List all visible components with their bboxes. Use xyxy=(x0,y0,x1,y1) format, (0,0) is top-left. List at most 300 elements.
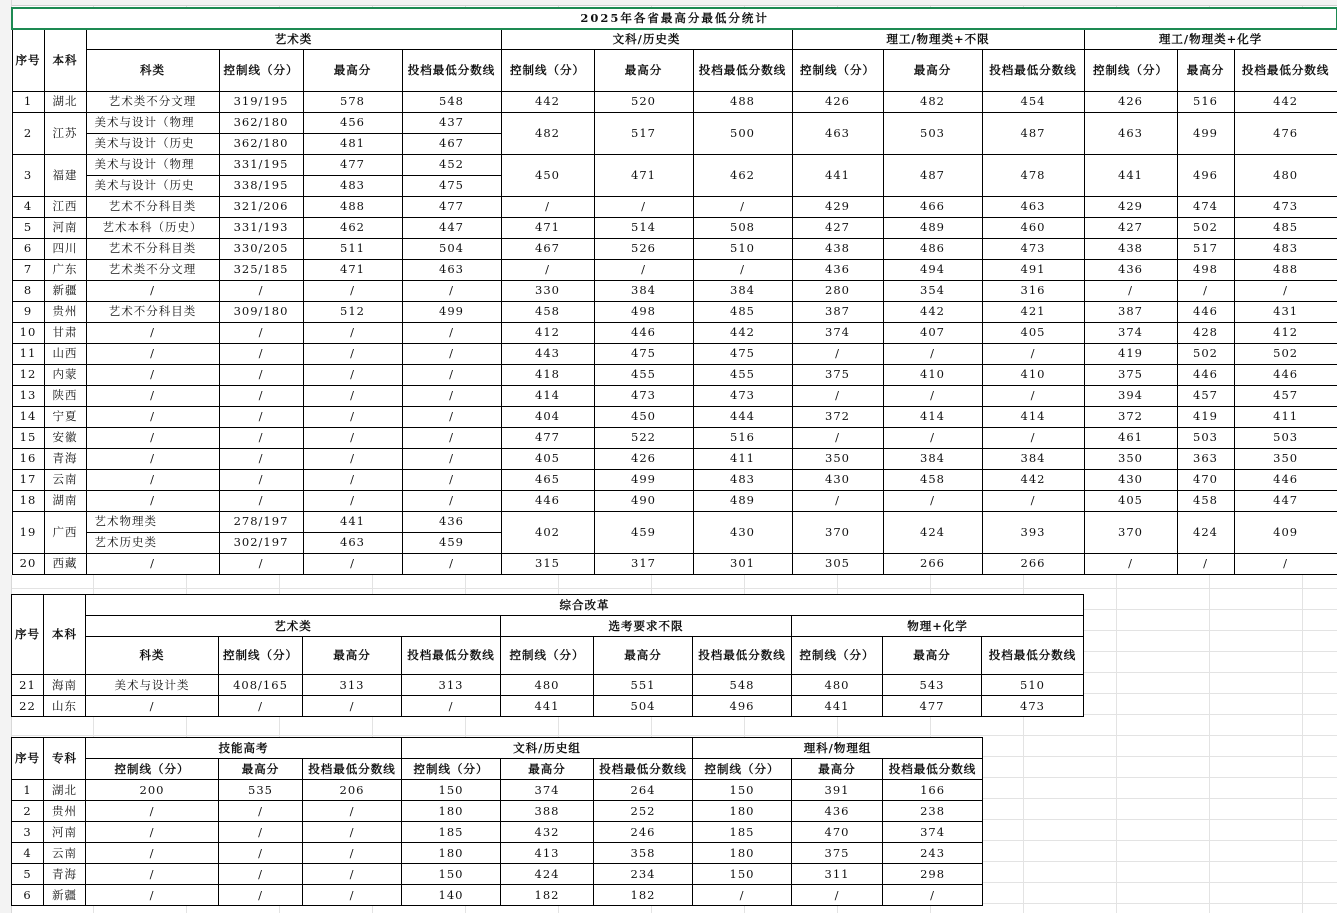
lihua-max-cell[interactable]: 517 xyxy=(1177,238,1234,259)
li-max-cell[interactable]: 470 xyxy=(792,822,883,843)
ligong-control-cell[interactable]: 429 xyxy=(792,196,883,217)
ligong-control-cell[interactable]: 374 xyxy=(792,322,883,343)
province-cell[interactable]: 湖北 xyxy=(44,780,86,801)
ligong-max-cell[interactable]: 494 xyxy=(883,259,982,280)
art-min-cell[interactable]: 467 xyxy=(402,133,501,154)
lihua-control-cell[interactable]: 463 xyxy=(1084,112,1177,154)
art-min-cell[interactable]: 313 xyxy=(402,675,501,696)
lihua-max-cell[interactable]: 419 xyxy=(1177,406,1234,427)
li-min-cell[interactable]: 238 xyxy=(883,801,983,822)
art-min-cell[interactable]: 437 xyxy=(402,112,501,133)
province-cell[interactable]: 河南 xyxy=(44,217,86,238)
wen-control-cell[interactable]: 150 xyxy=(402,864,501,885)
ligong-control-cell[interactable]: 350 xyxy=(792,448,883,469)
wenke-min-cell[interactable]: / xyxy=(693,196,792,217)
wenke-max-cell[interactable]: 471 xyxy=(594,154,693,196)
province-cell[interactable]: 内蒙 xyxy=(44,364,86,385)
art-min-cell[interactable]: / xyxy=(402,364,501,385)
art-max-cell[interactable]: 313 xyxy=(303,675,402,696)
wenke-control-cell[interactable]: 467 xyxy=(501,238,594,259)
wen-max-cell[interactable]: 424 xyxy=(501,864,594,885)
art-max-cell[interactable]: / xyxy=(303,343,402,364)
subject-cell[interactable]: / xyxy=(86,490,219,511)
lihua-min-cell[interactable]: 446 xyxy=(1234,469,1337,490)
wenke-control-cell[interactable]: 418 xyxy=(501,364,594,385)
li-max-cell[interactable]: 436 xyxy=(792,801,883,822)
art-max-cell[interactable]: 488 xyxy=(303,196,402,217)
skill-control-cell[interactable]: / xyxy=(86,822,219,843)
ligong-min-cell[interactable]: 266 xyxy=(982,553,1084,574)
noreq-min-cell[interactable]: 548 xyxy=(693,675,792,696)
wen-max-cell[interactable]: 374 xyxy=(501,780,594,801)
art-control-cell[interactable]: / xyxy=(219,406,303,427)
art-max-cell[interactable]: 481 xyxy=(303,133,402,154)
lihua-min-cell[interactable]: 502 xyxy=(1234,343,1337,364)
lihua-control-cell[interactable]: 372 xyxy=(1084,406,1177,427)
wen-control-cell[interactable]: 140 xyxy=(402,885,501,906)
art-max-cell[interactable]: / xyxy=(303,696,402,717)
wenke-min-cell[interactable]: 508 xyxy=(693,217,792,238)
lihua-control-cell[interactable]: 350 xyxy=(1084,448,1177,469)
wenke-max-cell[interactable]: 520 xyxy=(594,91,693,112)
subject-cell[interactable]: 美术与设计类 xyxy=(86,675,219,696)
lihua-control-cell[interactable]: 370 xyxy=(1084,511,1177,553)
lihua-max-cell[interactable]: 470 xyxy=(1177,469,1234,490)
seq-cell[interactable]: 4 xyxy=(12,843,44,864)
ligong-control-cell[interactable]: / xyxy=(792,427,883,448)
subject-cell[interactable]: 美术与设计（物理 xyxy=(86,112,219,133)
skill-min-cell[interactable]: / xyxy=(303,843,402,864)
lihua-min-cell[interactable]: 409 xyxy=(1234,511,1337,553)
wenke-max-cell[interactable]: 455 xyxy=(594,364,693,385)
subject-cell[interactable]: 艺术类不分文理 xyxy=(86,91,219,112)
lihua-max-cell[interactable]: 496 xyxy=(1177,154,1234,196)
subject-cell[interactable]: 艺术不分科目类 xyxy=(86,301,219,322)
ligong-control-cell[interactable]: / xyxy=(792,343,883,364)
art-control-cell[interactable]: / xyxy=(219,343,303,364)
ligong-control-cell[interactable]: / xyxy=(792,490,883,511)
wen-min-cell[interactable]: 182 xyxy=(594,885,693,906)
province-cell[interactable]: 西藏 xyxy=(44,553,86,574)
ligong-max-cell[interactable]: 384 xyxy=(883,448,982,469)
province-cell[interactable]: 江苏 xyxy=(44,112,86,154)
wenke-min-cell[interactable]: 442 xyxy=(693,322,792,343)
ligong-control-cell[interactable]: 441 xyxy=(792,154,883,196)
art-min-cell[interactable]: 459 xyxy=(402,532,501,553)
wenke-control-cell[interactable]: 477 xyxy=(501,427,594,448)
wen-max-cell[interactable]: 388 xyxy=(501,801,594,822)
wenke-max-cell[interactable]: 384 xyxy=(594,280,693,301)
seq-cell[interactable]: 6 xyxy=(12,885,44,906)
lihua-min-cell[interactable]: 411 xyxy=(1234,406,1337,427)
skill-max-cell[interactable]: / xyxy=(219,885,303,906)
province-cell[interactable]: 安徽 xyxy=(44,427,86,448)
subject-cell[interactable]: 美术与设计（物理 xyxy=(86,154,219,175)
ligong-control-cell[interactable]: 438 xyxy=(792,238,883,259)
lihua-max-cell[interactable]: 424 xyxy=(1177,511,1234,553)
li-max-cell[interactable]: 311 xyxy=(792,864,883,885)
art-min-cell[interactable]: / xyxy=(402,406,501,427)
art-max-cell[interactable]: / xyxy=(303,469,402,490)
skill-control-cell[interactable]: 200 xyxy=(86,780,219,801)
lihua-control-cell[interactable]: 430 xyxy=(1084,469,1177,490)
art-control-cell[interactable]: / xyxy=(219,427,303,448)
ligong-max-cell[interactable]: / xyxy=(883,490,982,511)
wenke-control-cell[interactable]: 458 xyxy=(501,301,594,322)
wenke-min-cell[interactable]: 516 xyxy=(693,427,792,448)
lihua-min-cell[interactable]: 442 xyxy=(1234,91,1337,112)
wenke-min-cell[interactable]: 444 xyxy=(693,406,792,427)
wen-max-cell[interactable]: 413 xyxy=(501,843,594,864)
wenke-control-cell[interactable]: / xyxy=(501,196,594,217)
art-min-cell[interactable]: 477 xyxy=(402,196,501,217)
seq-cell[interactable]: 1 xyxy=(12,780,44,801)
art-control-cell[interactable]: / xyxy=(219,280,303,301)
ligong-max-cell[interactable]: 486 xyxy=(883,238,982,259)
province-cell[interactable]: 湖南 xyxy=(44,490,86,511)
art-min-cell[interactable]: / xyxy=(402,385,501,406)
skill-control-cell[interactable]: / xyxy=(86,843,219,864)
lihua-max-cell[interactable]: 446 xyxy=(1177,301,1234,322)
wenke-control-cell[interactable]: 405 xyxy=(501,448,594,469)
lihua-control-cell[interactable]: 387 xyxy=(1084,301,1177,322)
subject-cell[interactable]: / xyxy=(86,469,219,490)
art-max-cell[interactable]: / xyxy=(303,280,402,301)
wenke-min-cell[interactable]: 411 xyxy=(693,448,792,469)
seq-cell[interactable]: 3 xyxy=(12,822,44,843)
seq-cell[interactable]: 9 xyxy=(12,301,44,322)
phychem-control-cell[interactable]: 441 xyxy=(792,696,883,717)
wenke-control-cell[interactable]: 446 xyxy=(501,490,594,511)
wenke-max-cell[interactable]: 498 xyxy=(594,301,693,322)
seq-cell[interactable]: 5 xyxy=(12,864,44,885)
ligong-min-cell[interactable]: 384 xyxy=(982,448,1084,469)
noreq-max-cell[interactable]: 504 xyxy=(594,696,693,717)
skill-min-cell[interactable]: / xyxy=(303,885,402,906)
province-cell[interactable]: 新疆 xyxy=(44,885,86,906)
art-max-cell[interactable]: 441 xyxy=(303,511,402,532)
lihua-min-cell[interactable]: 350 xyxy=(1234,448,1337,469)
art-max-cell[interactable]: / xyxy=(303,406,402,427)
ligong-max-cell[interactable]: 503 xyxy=(883,112,982,154)
lihua-min-cell[interactable]: 457 xyxy=(1234,385,1337,406)
art-control-cell[interactable]: 331/193 xyxy=(219,217,303,238)
table-title[interactable]: 2025年各省最高分最低分统计 xyxy=(12,8,1337,29)
lihua-control-cell[interactable]: 461 xyxy=(1084,427,1177,448)
li-max-cell[interactable]: / xyxy=(792,885,883,906)
ligong-control-cell[interactable]: 375 xyxy=(792,364,883,385)
seq-cell[interactable]: 7 xyxy=(12,259,44,280)
wenke-max-cell[interactable]: 475 xyxy=(594,343,693,364)
province-cell[interactable]: 广东 xyxy=(44,259,86,280)
lihua-control-cell[interactable]: 374 xyxy=(1084,322,1177,343)
subject-cell[interactable]: / xyxy=(86,553,219,574)
art-control-cell[interactable]: 302/197 xyxy=(219,532,303,553)
province-cell[interactable]: 青海 xyxy=(44,864,86,885)
wenke-max-cell[interactable]: 526 xyxy=(594,238,693,259)
seq-cell[interactable]: 5 xyxy=(12,217,44,238)
subject-cell[interactable]: 艺术不分科目类 xyxy=(86,196,219,217)
ligong-min-cell[interactable]: 454 xyxy=(982,91,1084,112)
wenke-control-cell[interactable]: 482 xyxy=(501,112,594,154)
art-min-cell[interactable]: 499 xyxy=(402,301,501,322)
art-min-cell[interactable]: / xyxy=(402,280,501,301)
subject-cell[interactable]: / xyxy=(86,406,219,427)
art-max-cell[interactable]: / xyxy=(303,427,402,448)
wenke-min-cell[interactable]: 489 xyxy=(693,490,792,511)
wenke-min-cell[interactable]: 488 xyxy=(693,91,792,112)
art-min-cell[interactable]: / xyxy=(402,490,501,511)
art-min-cell[interactable]: 447 xyxy=(402,217,501,238)
wen-control-cell[interactable]: 150 xyxy=(402,780,501,801)
art-max-cell[interactable]: 477 xyxy=(303,154,402,175)
ligong-min-cell[interactable]: 405 xyxy=(982,322,1084,343)
art-control-cell[interactable]: / xyxy=(219,322,303,343)
wenke-control-cell[interactable]: 471 xyxy=(501,217,594,238)
seq-cell[interactable]: 18 xyxy=(12,490,44,511)
phychem-min-cell[interactable]: 510 xyxy=(982,675,1084,696)
province-cell[interactable]: 云南 xyxy=(44,843,86,864)
wenke-control-cell[interactable]: 442 xyxy=(501,91,594,112)
li-control-cell[interactable]: 150 xyxy=(693,864,792,885)
art-control-cell[interactable]: / xyxy=(219,469,303,490)
lihua-max-cell[interactable]: / xyxy=(1177,553,1234,574)
art-min-cell[interactable]: / xyxy=(402,448,501,469)
lihua-min-cell[interactable]: 431 xyxy=(1234,301,1337,322)
lihua-control-cell[interactable]: 429 xyxy=(1084,196,1177,217)
seq-cell[interactable]: 4 xyxy=(12,196,44,217)
wenke-min-cell[interactable]: 510 xyxy=(693,238,792,259)
ligong-max-cell[interactable]: 354 xyxy=(883,280,982,301)
art-control-cell[interactable]: 362/180 xyxy=(219,133,303,154)
wenke-control-cell[interactable]: 465 xyxy=(501,469,594,490)
skill-min-cell[interactable]: 206 xyxy=(303,780,402,801)
province-cell[interactable]: 青海 xyxy=(44,448,86,469)
li-min-cell[interactable]: / xyxy=(883,885,983,906)
art-min-cell[interactable]: 475 xyxy=(402,175,501,196)
subject-cell[interactable]: 美术与设计（历史 xyxy=(86,175,219,196)
phychem-control-cell[interactable]: 480 xyxy=(792,675,883,696)
ligong-control-cell[interactable]: / xyxy=(792,385,883,406)
art-control-cell[interactable]: / xyxy=(219,364,303,385)
lihua-control-cell[interactable]: 438 xyxy=(1084,238,1177,259)
art-max-cell[interactable]: 483 xyxy=(303,175,402,196)
skill-max-cell[interactable]: / xyxy=(219,843,303,864)
art-control-cell[interactable]: 321/206 xyxy=(219,196,303,217)
ligong-min-cell[interactable]: 410 xyxy=(982,364,1084,385)
li-max-cell[interactable]: 391 xyxy=(792,780,883,801)
lihua-min-cell[interactable]: / xyxy=(1234,280,1337,301)
subject-cell[interactable]: / xyxy=(86,280,219,301)
ligong-control-cell[interactable]: 370 xyxy=(792,511,883,553)
noreq-min-cell[interactable]: 496 xyxy=(693,696,792,717)
lihua-max-cell[interactable]: 516 xyxy=(1177,91,1234,112)
lihua-control-cell[interactable]: / xyxy=(1084,553,1177,574)
seq-cell[interactable]: 12 xyxy=(12,364,44,385)
art-min-cell[interactable]: / xyxy=(402,553,501,574)
seq-cell[interactable]: 14 xyxy=(12,406,44,427)
seq-cell[interactable]: 2 xyxy=(12,112,44,154)
subject-cell[interactable]: 艺术不分科目类 xyxy=(86,238,219,259)
lihua-max-cell[interactable]: / xyxy=(1177,280,1234,301)
lihua-min-cell[interactable]: 476 xyxy=(1234,112,1337,154)
art-max-cell[interactable]: 512 xyxy=(303,301,402,322)
li-control-cell[interactable]: 185 xyxy=(693,822,792,843)
skill-min-cell[interactable]: / xyxy=(303,822,402,843)
wenke-min-cell[interactable]: 301 xyxy=(693,553,792,574)
province-cell[interactable]: 甘肃 xyxy=(44,322,86,343)
li-max-cell[interactable]: 375 xyxy=(792,843,883,864)
subject-cell[interactable]: / xyxy=(86,364,219,385)
wen-min-cell[interactable]: 234 xyxy=(594,864,693,885)
wen-min-cell[interactable]: 252 xyxy=(594,801,693,822)
skill-min-cell[interactable]: / xyxy=(303,864,402,885)
ligong-max-cell[interactable]: 458 xyxy=(883,469,982,490)
seq-cell[interactable]: 3 xyxy=(12,154,44,196)
art-min-cell[interactable]: 548 xyxy=(402,91,501,112)
art-min-cell[interactable]: / xyxy=(402,469,501,490)
wenke-max-cell[interactable]: 426 xyxy=(594,448,693,469)
lihua-min-cell[interactable]: 412 xyxy=(1234,322,1337,343)
wenke-min-cell[interactable]: 455 xyxy=(693,364,792,385)
wenke-min-cell[interactable]: 473 xyxy=(693,385,792,406)
ligong-max-cell[interactable]: 410 xyxy=(883,364,982,385)
art-min-cell[interactable]: / xyxy=(402,343,501,364)
wenke-control-cell[interactable]: / xyxy=(501,259,594,280)
wenke-min-cell[interactable]: 485 xyxy=(693,301,792,322)
wen-control-cell[interactable]: 180 xyxy=(402,843,501,864)
art-min-cell[interactable]: / xyxy=(402,427,501,448)
ligong-control-cell[interactable]: 387 xyxy=(792,301,883,322)
wenke-max-cell[interactable]: 473 xyxy=(594,385,693,406)
wenke-max-cell[interactable]: 459 xyxy=(594,511,693,553)
li-control-cell[interactable]: 180 xyxy=(693,843,792,864)
skill-min-cell[interactable]: / xyxy=(303,801,402,822)
ligong-max-cell[interactable]: / xyxy=(883,427,982,448)
province-cell[interactable]: 山西 xyxy=(44,343,86,364)
subject-cell[interactable]: / xyxy=(86,448,219,469)
ligong-max-cell[interactable]: 414 xyxy=(883,406,982,427)
ligong-min-cell[interactable]: 393 xyxy=(982,511,1084,553)
ligong-control-cell[interactable]: 372 xyxy=(792,406,883,427)
li-min-cell[interactable]: 374 xyxy=(883,822,983,843)
skill-max-cell[interactable]: / xyxy=(219,864,303,885)
lihua-min-cell[interactable]: 488 xyxy=(1234,259,1337,280)
wenke-control-cell[interactable]: 402 xyxy=(501,511,594,553)
ligong-min-cell[interactable]: 487 xyxy=(982,112,1084,154)
province-cell[interactable]: 贵州 xyxy=(44,301,86,322)
province-cell[interactable]: 福建 xyxy=(44,154,86,196)
skill-max-cell[interactable]: 535 xyxy=(219,780,303,801)
wenke-max-cell[interactable]: 490 xyxy=(594,490,693,511)
wenke-control-cell[interactable]: 443 xyxy=(501,343,594,364)
lihua-control-cell[interactable]: 426 xyxy=(1084,91,1177,112)
wenke-max-cell[interactable]: / xyxy=(594,259,693,280)
wenke-control-cell[interactable]: 450 xyxy=(501,154,594,196)
wenke-min-cell[interactable]: / xyxy=(693,259,792,280)
lihua-max-cell[interactable]: 503 xyxy=(1177,427,1234,448)
art-control-cell[interactable]: / xyxy=(219,696,303,717)
lihua-max-cell[interactable]: 446 xyxy=(1177,364,1234,385)
art-max-cell[interactable]: 462 xyxy=(303,217,402,238)
ligong-min-cell[interactable]: 442 xyxy=(982,469,1084,490)
wenke-max-cell[interactable]: 499 xyxy=(594,469,693,490)
wen-min-cell[interactable]: 358 xyxy=(594,843,693,864)
lihua-max-cell[interactable]: 458 xyxy=(1177,490,1234,511)
art-control-cell[interactable]: / xyxy=(219,385,303,406)
ligong-min-cell[interactable]: / xyxy=(982,343,1084,364)
lihua-max-cell[interactable]: 457 xyxy=(1177,385,1234,406)
subject-cell[interactable]: / xyxy=(86,427,219,448)
art-control-cell[interactable]: 362/180 xyxy=(219,112,303,133)
lihua-min-cell[interactable]: 473 xyxy=(1234,196,1337,217)
province-cell[interactable]: 广西 xyxy=(44,511,86,553)
noreq-control-cell[interactable]: 480 xyxy=(501,675,594,696)
province-cell[interactable]: 新疆 xyxy=(44,280,86,301)
province-cell[interactable]: 贵州 xyxy=(44,801,86,822)
art-control-cell[interactable]: 338/195 xyxy=(219,175,303,196)
ligong-control-cell[interactable]: 280 xyxy=(792,280,883,301)
wenke-control-cell[interactable]: 315 xyxy=(501,553,594,574)
seq-cell[interactable]: 10 xyxy=(12,322,44,343)
lihua-min-cell[interactable]: / xyxy=(1234,553,1337,574)
art-min-cell[interactable]: 452 xyxy=(402,154,501,175)
wenke-control-cell[interactable]: 404 xyxy=(501,406,594,427)
wenke-max-cell[interactable]: / xyxy=(594,196,693,217)
art-control-cell[interactable]: / xyxy=(219,490,303,511)
ligong-max-cell[interactable]: 442 xyxy=(883,301,982,322)
skill-control-cell[interactable]: / xyxy=(86,801,219,822)
noreq-max-cell[interactable]: 551 xyxy=(594,675,693,696)
ligong-control-cell[interactable]: 305 xyxy=(792,553,883,574)
subject-cell[interactable]: / xyxy=(86,343,219,364)
lihua-min-cell[interactable]: 446 xyxy=(1234,364,1337,385)
skill-max-cell[interactable]: / xyxy=(219,822,303,843)
li-control-cell[interactable]: 180 xyxy=(693,801,792,822)
wenke-min-cell[interactable]: 384 xyxy=(693,280,792,301)
wenke-control-cell[interactable]: 412 xyxy=(501,322,594,343)
ligong-min-cell[interactable]: 316 xyxy=(982,280,1084,301)
art-control-cell[interactable]: 330/205 xyxy=(219,238,303,259)
lihua-control-cell[interactable]: 375 xyxy=(1084,364,1177,385)
wenke-max-cell[interactable]: 517 xyxy=(594,112,693,154)
li-control-cell[interactable]: / xyxy=(693,885,792,906)
art-max-cell[interactable]: 511 xyxy=(303,238,402,259)
phychem-max-cell[interactable]: 477 xyxy=(883,696,982,717)
art-max-cell[interactable]: 463 xyxy=(303,532,402,553)
art-max-cell[interactable]: 471 xyxy=(303,259,402,280)
seq-cell[interactable]: 17 xyxy=(12,469,44,490)
ligong-max-cell[interactable]: / xyxy=(883,385,982,406)
province-cell[interactable]: 宁夏 xyxy=(44,406,86,427)
lihua-min-cell[interactable]: 447 xyxy=(1234,490,1337,511)
wenke-max-cell[interactable]: 317 xyxy=(594,553,693,574)
lihua-min-cell[interactable]: 503 xyxy=(1234,427,1337,448)
seq-cell[interactable]: 2 xyxy=(12,801,44,822)
ligong-max-cell[interactable]: 466 xyxy=(883,196,982,217)
art-min-cell[interactable]: / xyxy=(402,322,501,343)
ligong-min-cell[interactable]: 460 xyxy=(982,217,1084,238)
li-min-cell[interactable]: 298 xyxy=(883,864,983,885)
art-max-cell[interactable]: / xyxy=(303,448,402,469)
ligong-min-cell[interactable]: 491 xyxy=(982,259,1084,280)
lihua-control-cell[interactable]: / xyxy=(1084,280,1177,301)
ligong-min-cell[interactable]: / xyxy=(982,385,1084,406)
noreq-control-cell[interactable]: 441 xyxy=(501,696,594,717)
seq-cell[interactable]: 22 xyxy=(12,696,44,717)
wenke-control-cell[interactable]: 414 xyxy=(501,385,594,406)
wen-min-cell[interactable]: 246 xyxy=(594,822,693,843)
